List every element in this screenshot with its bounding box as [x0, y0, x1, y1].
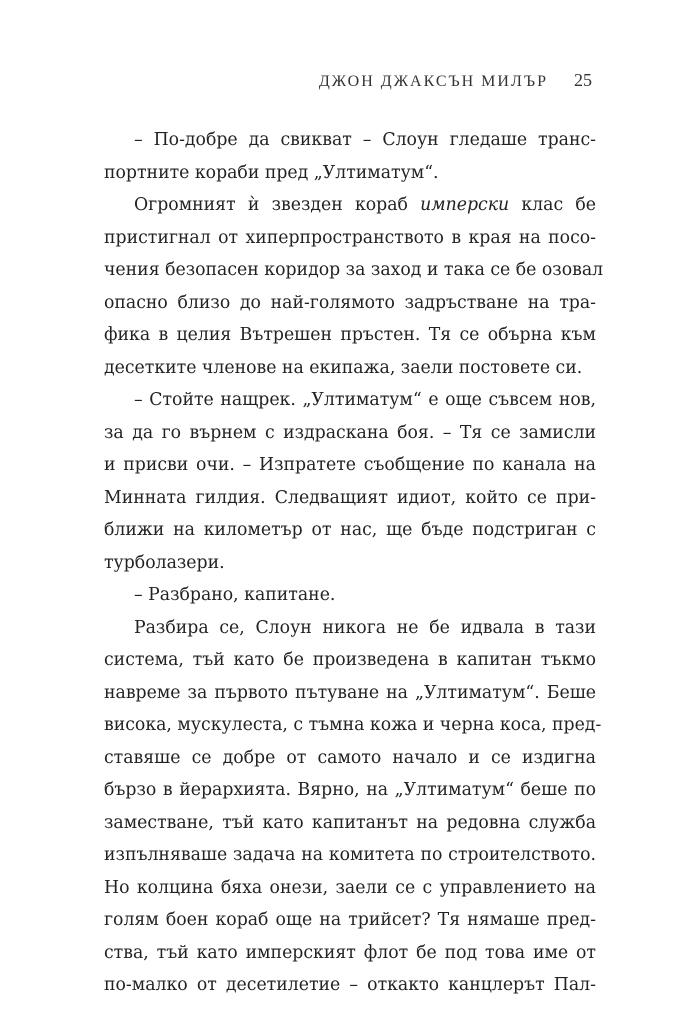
text-line: изпълняваше задача на комитета по строителството. — [104, 845, 596, 865]
text-line: Разбира се, Слоун никога не бе идвала в тази — [134, 617, 596, 638]
italic-word: имперски — [420, 195, 510, 215]
text-line: ближи на километър от нас, ще бъде подстриган с — [104, 520, 596, 540]
text-line: и присви очи. – Изпратете съобщение по канала на — [104, 455, 596, 475]
text-line: висока, мускулеста, с тъмна кожа и черна коса, пред- — [104, 715, 602, 735]
text-line: заместване, тъй като капитанът на редовна служба — [104, 812, 596, 833]
text-line: система, тъй като бе произведена в капитан тъкмо — [104, 650, 596, 670]
body-text — [104, 124, 604, 1002]
text-line: турболазери. — [104, 552, 225, 573]
text-line: – По-добре да свикват – Слоун гледаше транс- — [134, 130, 596, 150]
text-line: по-малко от десетилетие – откакто канцлерът Пал- — [104, 975, 596, 995]
text-line: – Стойте нащрек. „Ултиматум“ е още съвсем нов, — [134, 390, 596, 410]
text-line: голям боен кораб още на трийсет? Тя нямаше пред- — [104, 910, 596, 930]
running-title: ДЖОН ДЖАКСЪН МИЛЪР — [318, 73, 548, 90]
text-line: навреме за първото пътуване на „Ултиматум“. Беше — [104, 682, 596, 703]
running-head — [319, 70, 592, 91]
text-line: за да го върнем с издраскана боя. – Тя се замисли — [104, 422, 596, 443]
text-line: фика в целия Вътрешен пръстен. Тя се обърна към — [104, 325, 596, 345]
text-line: ства, тъй като имперският флот бе под това име от — [104, 942, 596, 963]
text-line: бързо в йерархията. Вярно, на „Ултиматум“ беше по — [104, 780, 596, 800]
text-line: Минната гилдия. Следващият идиот, който се при- — [104, 487, 596, 508]
text-line: портните кораби пред „Ултиматум“. — [104, 162, 439, 183]
text-line: десетките членове на екипажа, заели постовете си. — [104, 357, 583, 378]
text-line: – Разбрано, капитане. — [134, 585, 336, 605]
text-line: Но колцина бяха онези, заели се с управлението на — [104, 877, 596, 898]
text-line: Огромният ѝ звезден кораб имперски клас бе — [134, 195, 596, 215]
text-line: пристигнал от хиперпространството в края на посо- — [104, 227, 596, 248]
text-line: опасно близо до най-голямото задръстване на тра- — [104, 292, 596, 313]
page-number: 25 — [574, 70, 592, 90]
text-line: чения безопасен коридор за заход и така се бе озовал — [104, 260, 604, 280]
text-line: ставяше се добре от самото начало и се издигна — [104, 747, 596, 768]
